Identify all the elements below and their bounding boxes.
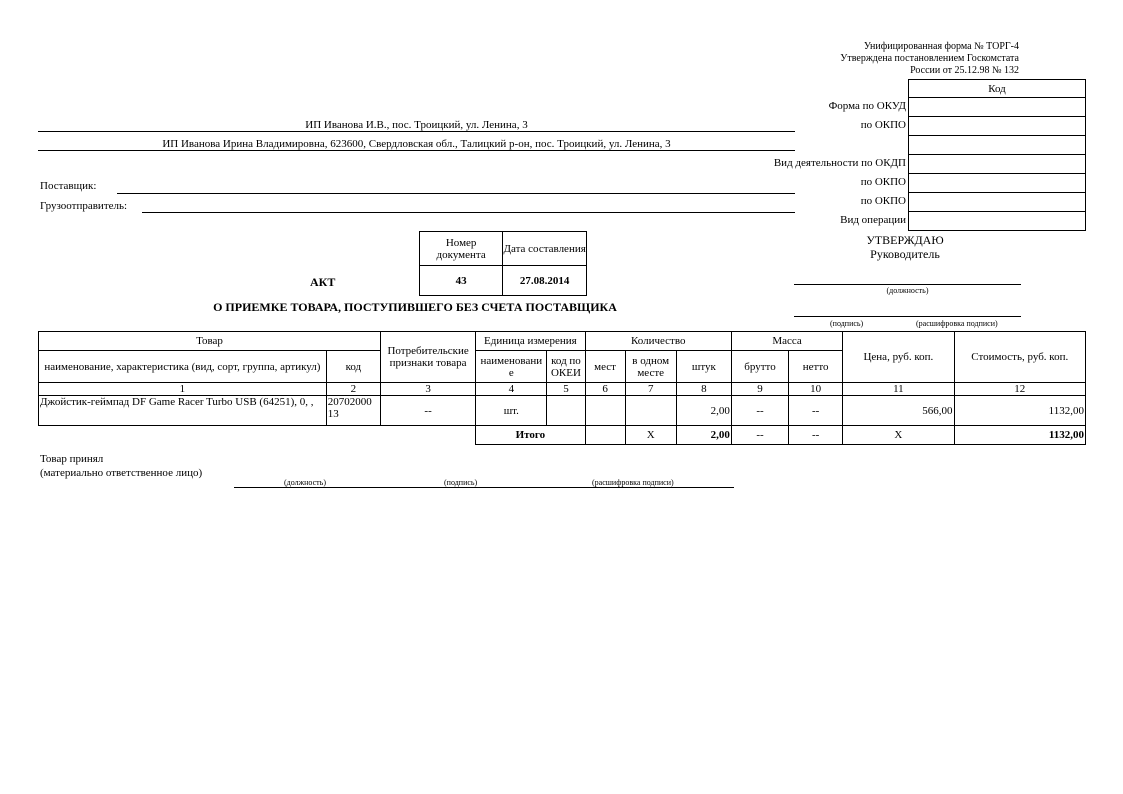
row-okei	[547, 396, 585, 426]
col-number: 10	[789, 383, 843, 396]
okpo3-label: по ОКПО	[860, 195, 906, 207]
unit-header: Единица измерения	[476, 332, 585, 351]
gross-header: брутто	[731, 351, 788, 383]
total-label: Итого	[476, 426, 585, 445]
row-gross: --	[731, 396, 788, 426]
responsible-label: (материально ответственное лицо)	[40, 467, 203, 479]
col-number: 2	[326, 383, 380, 396]
okud-label: Форма по ОКУД	[828, 100, 906, 112]
code-okud	[909, 98, 1086, 117]
position-line	[794, 283, 1021, 285]
code-box-title: Код	[909, 80, 1086, 98]
total-gross: --	[731, 426, 788, 445]
col-number: 1	[39, 383, 327, 396]
goods-table	[38, 331, 1086, 445]
row-name: Джойстик-геймпад DF Game Racer Turbo USB (64251), 0, ,	[39, 396, 327, 426]
consumer-header: Потребительские признаки товара	[380, 332, 475, 383]
decode-caption: (расшифровка подписи)	[916, 319, 998, 328]
pieces-header: штук	[676, 351, 731, 383]
document-title: О ПРИЕМКЕ ТОВАРА, ПОСТУПИВШЕГО БЕЗ СЧЕТА ПОСТАВЩИКА	[213, 300, 617, 314]
cost-header: Стоимость, руб. коп.	[954, 332, 1085, 383]
code-okdp	[909, 155, 1086, 174]
total-in-one: X	[625, 426, 676, 445]
code-operation	[909, 212, 1086, 231]
table-row	[39, 396, 1086, 426]
col-number: 8	[676, 383, 731, 396]
shipper-line	[142, 211, 795, 213]
col-number: 3	[380, 383, 475, 396]
act-label: АКТ	[310, 275, 336, 289]
quantity-header: Количество	[585, 332, 731, 351]
total-net: --	[789, 426, 843, 445]
signature-caption: (подпись)	[830, 319, 864, 328]
row-net: --	[789, 396, 843, 426]
head-label: Руководитель	[870, 247, 940, 261]
total-cost: 1132,00	[954, 426, 1085, 445]
doc-number: 43	[420, 266, 503, 296]
doc-number-header: Номер документа	[420, 232, 503, 266]
okpo2-label: по ОКПО	[860, 176, 906, 188]
col-number: 7	[625, 383, 676, 396]
goods-header: Товар	[39, 332, 381, 351]
col-number: 11	[843, 383, 954, 396]
total-row	[39, 426, 1086, 445]
document-box	[419, 231, 587, 296]
shipper-label: Грузоотправитель:	[40, 200, 128, 212]
code-okpo2	[909, 174, 1086, 193]
row-in-one	[625, 396, 676, 426]
supplier-line	[117, 192, 795, 194]
form-header-line2: Утверждена постановлением Госкомстата	[840, 53, 1019, 64]
code-okpo-blank	[909, 136, 1086, 155]
approve-label: УТВЕРЖДАЮ	[866, 233, 944, 247]
operation-label: Вид операции	[840, 214, 906, 226]
col-number: 9	[731, 383, 788, 396]
organization-name: ИП Иванова И.В., пос. Троицкий, ул. Ленина, 3	[38, 119, 795, 132]
in-one-header: в одном месте	[625, 351, 676, 383]
col-number: 6	[585, 383, 625, 396]
name-header: наименование, характеристика (вид, сорт, группа, артикул)	[39, 351, 327, 383]
form-header-line1: Унифицированная форма № ТОРГ-4	[863, 41, 1019, 52]
col-number: 4	[476, 383, 547, 396]
form-header	[760, 41, 1019, 77]
supplier-label: Поставщик:	[40, 180, 97, 192]
position-caption: (должность)	[886, 286, 929, 295]
row-consumer: --	[380, 396, 475, 426]
unit-name-header: наименовани е	[476, 351, 547, 383]
doc-date-header: Дата составления	[503, 232, 587, 266]
places-header: мест	[585, 351, 625, 383]
row-pieces: 2,00	[676, 396, 731, 426]
footer-signature: (подпись)	[444, 478, 478, 487]
form-header-line3: России от 25.12.98 № 132	[910, 65, 1019, 76]
code-okpo	[909, 117, 1086, 136]
total-price: X	[843, 426, 954, 445]
okei-header: код по ОКЕИ	[547, 351, 585, 383]
okdp-label: Вид деятельности по ОКДП	[773, 157, 906, 169]
doc-date: 27.08.2014	[503, 266, 587, 296]
okpo-label: по ОКПО	[860, 119, 906, 131]
total-places	[585, 426, 625, 445]
row-unit: шт.	[476, 396, 547, 426]
mass-header: Масса	[731, 332, 842, 351]
footer-decode: (расшифровка подписи)	[592, 478, 674, 487]
code-box	[908, 79, 1086, 231]
organization-full: ИП Иванова Ирина Владимировна, 623600, Свердловская обл., Талицкий р-он, пос. Троицкий, ул. Ленина, 3	[38, 138, 795, 151]
row-price: 566,00	[843, 396, 954, 426]
footer-position: (должность)	[284, 478, 326, 487]
price-header: Цена, руб. коп.	[843, 332, 954, 383]
received-label: Товар принял	[40, 453, 104, 465]
row-code: 20702000 13	[326, 396, 380, 426]
code-header: код	[326, 351, 380, 383]
net-header: нетто	[789, 351, 843, 383]
total-pieces: 2,00	[676, 426, 731, 445]
signature-line	[794, 315, 1021, 317]
col-number: 5	[547, 383, 585, 396]
code-okpo3	[909, 193, 1086, 212]
row-cost: 1132,00	[954, 396, 1085, 426]
row-places	[585, 396, 625, 426]
col-number: 12	[954, 383, 1085, 396]
